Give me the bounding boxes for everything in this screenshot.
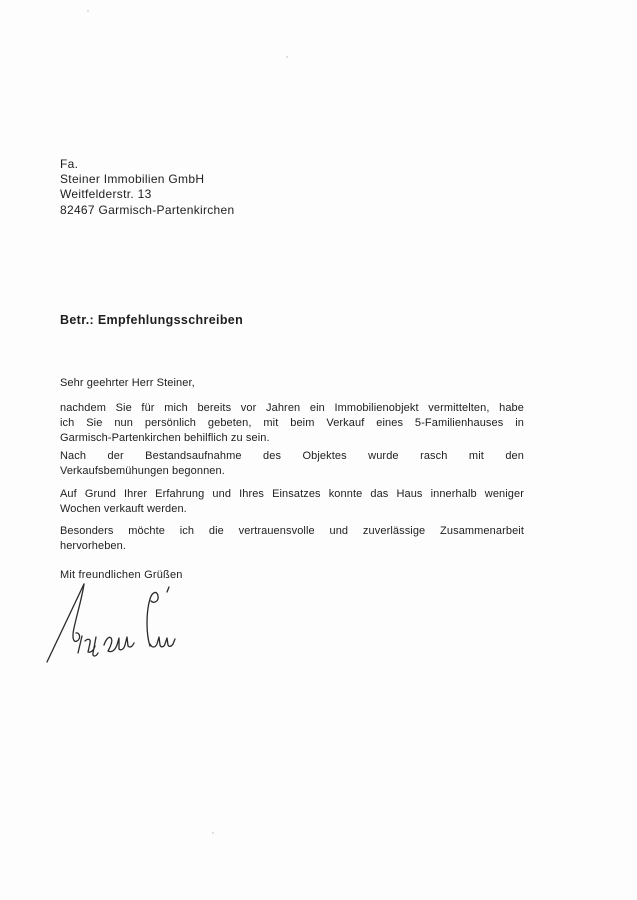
salutation: Sehr geehrter Herr Steiner,: [60, 377, 195, 389]
paragraph: [60, 449, 524, 479]
paragraph-line: Besonders möchte ich die vertrauensvolle und zuverlässige Zusammenarbeit: [60, 525, 524, 537]
paragraph: [60, 487, 524, 517]
paragraph-line: Garmisch-Partenkirchen behilflich zu sein.: [60, 432, 270, 444]
paragraph: [60, 401, 524, 446]
paragraph-line: ich Sie nun persönlich gebeten, mit beim Verkauf eines 5-Familienhauses in: [60, 417, 524, 429]
closing-formula: Mit freundlichen Grüßen: [60, 569, 183, 581]
recipient-line: 82467 Garmisch-Partenkirchen: [60, 202, 235, 217]
paragraph-line: Auf Grund Ihrer Erfahrung und Ihres Einsatzes konnte das Haus innerhalb weniger: [60, 488, 524, 500]
paragraph: [60, 524, 524, 554]
recipient-line: Weitfelderstr. 13: [60, 187, 152, 202]
paragraph-line: Nach der Bestandsaufnahme des Objektes wurde rasch mit den: [60, 450, 524, 462]
recipient-line: Fa.: [60, 157, 79, 171]
paragraph-line: Verkaufsbemühungen begonnen.: [60, 465, 225, 477]
subject-line: Betr.: Empfehlungsschreiben: [60, 313, 244, 327]
paragraph-line: Wochen verkauft werden.: [60, 503, 187, 515]
recipient-line: Steiner Immobilien GmbH: [60, 172, 205, 187]
paragraph-line: hervorheben.: [60, 540, 127, 552]
paragraph-line: nachdem Sie für mich bereits vor Jahren ein Immobilienobjekt vermittelten, habe: [60, 402, 524, 414]
